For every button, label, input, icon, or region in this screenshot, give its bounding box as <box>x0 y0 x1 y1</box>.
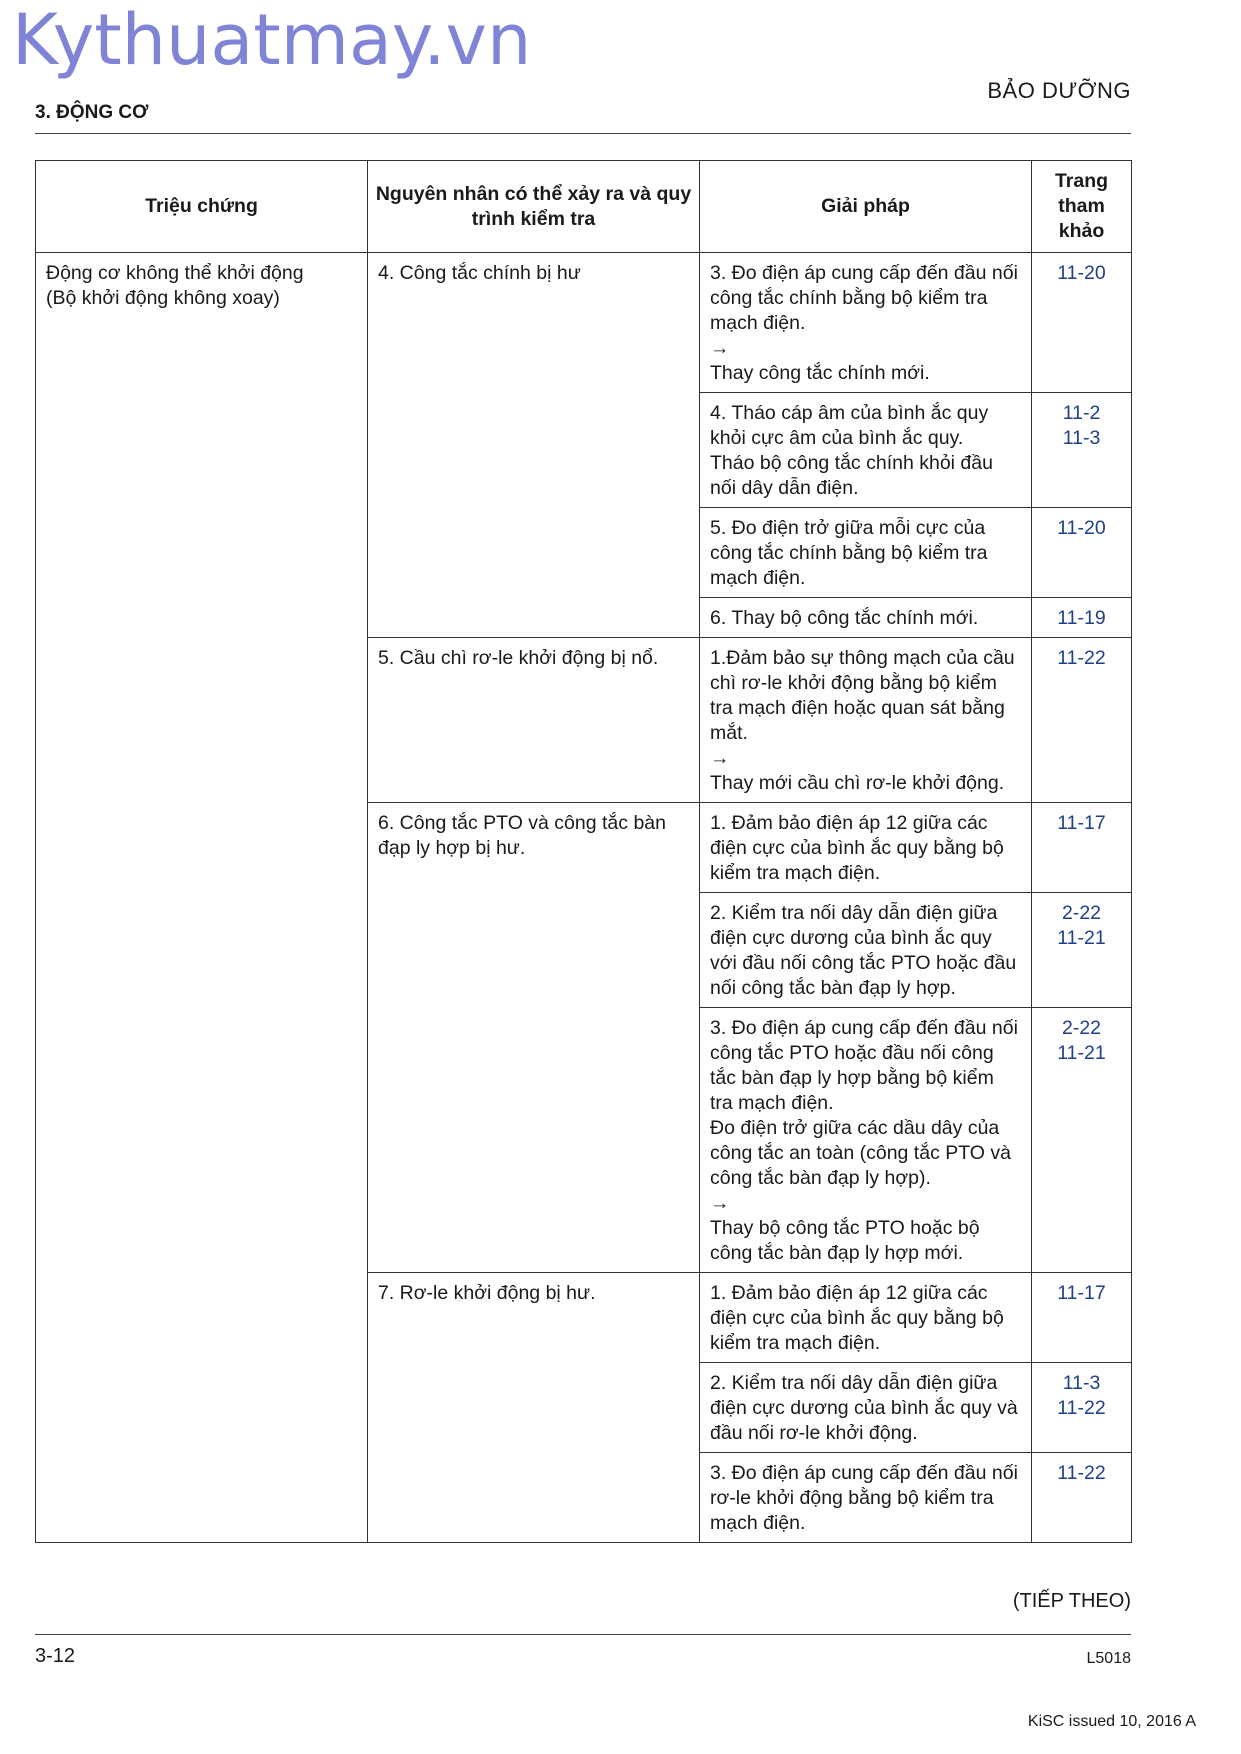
reference-cell: 2-22 11-21 <box>1032 893 1132 1008</box>
reference-cell: 11-22 <box>1032 638 1132 803</box>
symptom-cell: Động cơ không thể khởi động (Bộ khởi động không xoay) <box>36 253 368 1543</box>
table-row <box>36 253 1132 393</box>
reference-cell: 11-20 <box>1032 508 1132 598</box>
reference-cell: 11-17 <box>1032 1273 1132 1363</box>
cause-cell: 7. Rơ-le khởi động bị hư. <box>368 1273 700 1543</box>
solution-cell: 3. Đo điện áp cung cấp đến đầu nối rơ-le khởi động bằng bộ kiểm tra mạch điện. <box>700 1453 1032 1543</box>
reference-cell: 11-2 11-3 <box>1032 393 1132 508</box>
continued-label: (TIẾP THEO) <box>1012 1590 1131 1612</box>
reference-cell: 11-3 11-22 <box>1032 1363 1132 1453</box>
solution-cell: 4. Tháo cáp âm của bình ắc quy khỏi cực âm của bình ắc quy. Tháo bộ công tắc chính khỏi đầu nối dây dẫn điện. <box>700 393 1032 508</box>
solution-cell: 6. Thay bộ công tắc chính mới. <box>700 598 1032 638</box>
solution-cell: 1. Đảm bảo điện áp 12 giữa các điện cực của bình ắc quy bằng bộ kiểm tra mạch điện. <box>700 1273 1032 1363</box>
header-symptom: Triệu chứng <box>36 161 368 253</box>
footer-divider <box>35 1634 1131 1635</box>
cause-cell: 4. Công tắc chính bị hư <box>368 253 700 638</box>
header-divider <box>35 133 1131 134</box>
solution-cell: 3. Đo điện áp cung cấp đến đầu nối công tắc chính bằng bộ kiểm tra mạch điện. → Thay công tắc chính mới. <box>700 253 1032 393</box>
reference-cell: 11-17 <box>1032 803 1132 893</box>
watermark-logo: Kythuatmay.vn <box>12 0 532 81</box>
solution-cell: 2. Kiểm tra nối dây dẫn điện giữa điện cực dương của bình ắc quy và đầu nối rơ-le khởi động. <box>700 1363 1032 1453</box>
reference-cell: 11-22 <box>1032 1453 1132 1543</box>
page-number: 3-12 <box>35 1645 76 1667</box>
solution-cell: 1.Đảm bảo sự thông mạch của cầu chì rơ-le khởi động bằng bộ kiểm tra mạch điện hoặc quan sát bằng mắt. → Thay mới cầu chì rơ-le khởi động. <box>700 638 1032 803</box>
cause-cell: 5. Cầu chì rơ-le khởi động bị nổ. <box>368 638 700 803</box>
table-header-row <box>36 161 1132 253</box>
header-solution: Giải pháp <box>700 161 1032 253</box>
header-cause: Nguyên nhân có thể xảy ra và quy trình kiểm tra <box>368 161 700 253</box>
solution-cell: 3. Đo điện áp cung cấp đến đầu nối công tắc PTO hoặc đầu nối công tắc bàn đạp ly hợp bằng bộ kiểm tra mạch điện. Đo điện trở giữa các dầu dây của công tắc an toàn (công tắc PTO và công tắc bàn đạp ly hợp). → Thay bộ công tắc PTO hoặc bộ công tắc bàn đạp ly hợp mới. <box>700 1008 1032 1273</box>
header-reference: Trang tham khảo <box>1032 161 1132 253</box>
reference-cell: 11-19 <box>1032 598 1132 638</box>
issued-note: KiSC issued 10, 2016 A <box>1027 1713 1196 1730</box>
reference-cell: 2-22 11-21 <box>1032 1008 1132 1273</box>
solution-cell: 5. Đo điện trở giữa mỗi cực của công tắc chính bằng bộ kiểm tra mạch điện. <box>700 508 1032 598</box>
cause-cell: 6. Công tắc PTO và công tắc bàn đạp ly hợp bị hư. <box>368 803 700 1273</box>
reference-cell: 11-20 <box>1032 253 1132 393</box>
document-code: L5018 <box>1086 1650 1131 1667</box>
troubleshooting-table <box>35 160 1132 1543</box>
solution-cell: 1. Đảm bảo điện áp 12 giữa các điện cực của bình ắc quy bằng bộ kiểm tra mạch điện. <box>700 803 1032 893</box>
section-title-right: BẢO DƯỠNG <box>987 78 1131 103</box>
section-title-left: 3. ĐỘNG CƠ <box>35 102 149 123</box>
solution-cell: 2. Kiểm tra nối dây dẫn điện giữa điện cực dương của bình ắc quy với đầu nối công tắc PTO hoặc đầu nối công tắc bàn đạp ly hợp. <box>700 893 1032 1008</box>
